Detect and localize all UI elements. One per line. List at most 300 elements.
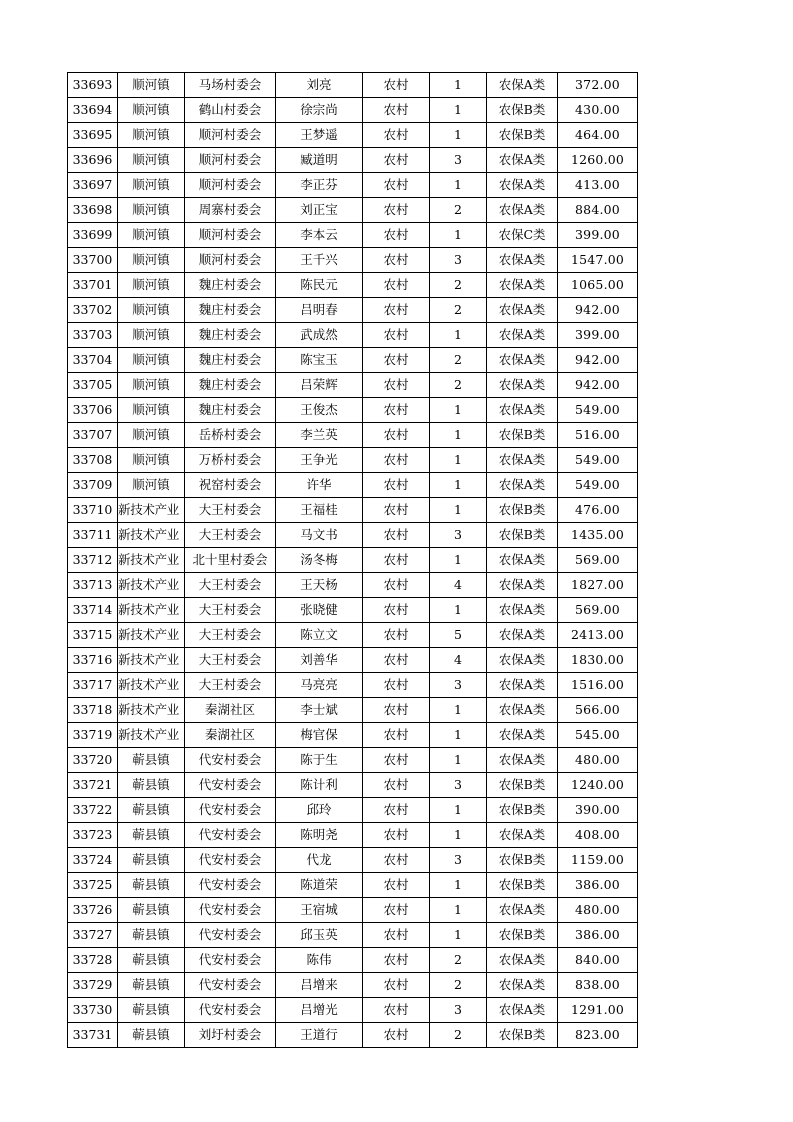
name-cell: 王宿城	[276, 898, 363, 923]
name-cell: 臧道明	[276, 148, 363, 173]
village-cell: 代安村委会	[185, 898, 276, 923]
table-row	[68, 773, 638, 798]
name-cell: 刘亮	[276, 73, 363, 98]
village-cell: 大王村委会	[185, 573, 276, 598]
town-cell: 蕲县镇	[118, 948, 185, 973]
village-cell: 大王村委会	[185, 598, 276, 623]
insurance-category-cell: 农保B类	[487, 123, 558, 148]
household-count-cell: 1	[430, 423, 487, 448]
record-id-cell: 33712	[68, 548, 118, 573]
town-cell: 蕲县镇	[118, 923, 185, 948]
name-cell: 王争光	[276, 448, 363, 473]
household-count-cell: 1	[430, 898, 487, 923]
insurance-category-cell: 农保A类	[487, 323, 558, 348]
table-row	[68, 923, 638, 948]
household-count-cell: 3	[430, 148, 487, 173]
household-count-cell: 3	[430, 773, 487, 798]
area-type-cell: 农村	[363, 848, 430, 873]
village-cell: 祝窑村委会	[185, 473, 276, 498]
household-count-cell: 4	[430, 573, 487, 598]
village-cell: 刘圩村委会	[185, 1023, 276, 1048]
insurance-category-cell: 农保B类	[487, 423, 558, 448]
village-cell: 代安村委会	[185, 948, 276, 973]
household-count-cell: 1	[430, 748, 487, 773]
amount-cell: 545.00	[558, 723, 638, 748]
town-cell: 新技术产业	[118, 498, 185, 523]
household-count-cell: 1	[430, 173, 487, 198]
area-type-cell: 农村	[363, 273, 430, 298]
record-id-cell: 33700	[68, 248, 118, 273]
town-cell: 顺河镇	[118, 373, 185, 398]
record-id-cell: 33711	[68, 523, 118, 548]
table-row	[68, 823, 638, 848]
area-type-cell: 农村	[363, 698, 430, 723]
name-cell: 王梦遥	[276, 123, 363, 148]
table-row	[68, 648, 638, 673]
village-cell: 鹤山村委会	[185, 98, 276, 123]
amount-cell: 1159.00	[558, 848, 638, 873]
village-cell: 北十里村委会	[185, 548, 276, 573]
amount-cell: 516.00	[558, 423, 638, 448]
insurance-category-cell: 农保A类	[487, 598, 558, 623]
area-type-cell: 农村	[363, 123, 430, 148]
amount-cell: 1516.00	[558, 673, 638, 698]
table-row	[68, 673, 638, 698]
subsidy-roster-table	[67, 72, 638, 1048]
insurance-category-cell: 农保A类	[487, 823, 558, 848]
household-count-cell: 3	[430, 673, 487, 698]
village-cell: 顺河村委会	[185, 248, 276, 273]
town-cell: 新技术产业	[118, 698, 185, 723]
record-id-cell: 33726	[68, 898, 118, 923]
insurance-category-cell: 农保A类	[487, 173, 558, 198]
household-count-cell: 2	[430, 948, 487, 973]
amount-cell: 399.00	[558, 323, 638, 348]
amount-cell: 480.00	[558, 898, 638, 923]
amount-cell: 1830.00	[558, 648, 638, 673]
area-type-cell: 农村	[363, 223, 430, 248]
town-cell: 新技术产业	[118, 623, 185, 648]
area-type-cell: 农村	[363, 673, 430, 698]
area-type-cell: 农村	[363, 898, 430, 923]
area-type-cell: 农村	[363, 73, 430, 98]
amount-cell: 942.00	[558, 348, 638, 373]
record-id-cell: 33722	[68, 798, 118, 823]
village-cell: 马场村委会	[185, 73, 276, 98]
village-cell: 大王村委会	[185, 623, 276, 648]
area-type-cell: 农村	[363, 423, 430, 448]
town-cell: 蕲县镇	[118, 848, 185, 873]
record-id-cell: 33728	[68, 948, 118, 973]
name-cell: 邱玉英	[276, 923, 363, 948]
amount-cell: 476.00	[558, 498, 638, 523]
household-count-cell: 2	[430, 348, 487, 373]
household-count-cell: 2	[430, 273, 487, 298]
household-count-cell: 1	[430, 123, 487, 148]
town-cell: 顺河镇	[118, 473, 185, 498]
area-type-cell: 农村	[363, 798, 430, 823]
insurance-category-cell: 农保A类	[487, 348, 558, 373]
name-cell: 吕增来	[276, 973, 363, 998]
area-type-cell: 农村	[363, 948, 430, 973]
table-row	[68, 148, 638, 173]
amount-cell: 884.00	[558, 198, 638, 223]
name-cell: 刘正宝	[276, 198, 363, 223]
table-row	[68, 873, 638, 898]
village-cell: 魏庄村委会	[185, 323, 276, 348]
village-cell: 大王村委会	[185, 648, 276, 673]
household-count-cell: 2	[430, 1023, 487, 1048]
table-row	[68, 623, 638, 648]
table-row	[68, 248, 638, 273]
table-row	[68, 698, 638, 723]
insurance-category-cell: 农保A类	[487, 698, 558, 723]
record-id-cell: 33731	[68, 1023, 118, 1048]
area-type-cell: 农村	[363, 823, 430, 848]
area-type-cell: 农村	[363, 373, 430, 398]
household-count-cell: 1	[430, 873, 487, 898]
area-type-cell: 农村	[363, 648, 430, 673]
town-cell: 顺河镇	[118, 348, 185, 373]
table-row	[68, 323, 638, 348]
insurance-category-cell: 农保A类	[487, 623, 558, 648]
village-cell: 魏庄村委会	[185, 348, 276, 373]
table-row	[68, 373, 638, 398]
table-row	[68, 598, 638, 623]
area-type-cell: 农村	[363, 348, 430, 373]
insurance-category-cell: 农保B类	[487, 98, 558, 123]
area-type-cell: 农村	[363, 98, 430, 123]
record-id-cell: 33719	[68, 723, 118, 748]
village-cell: 万桥村委会	[185, 448, 276, 473]
amount-cell: 413.00	[558, 173, 638, 198]
name-cell: 陈道荣	[276, 873, 363, 898]
record-id-cell: 33707	[68, 423, 118, 448]
household-count-cell: 1	[430, 798, 487, 823]
record-id-cell: 33729	[68, 973, 118, 998]
insurance-category-cell: 农保A类	[487, 248, 558, 273]
name-cell: 王千兴	[276, 248, 363, 273]
amount-cell: 840.00	[558, 948, 638, 973]
insurance-category-cell: 农保A类	[487, 723, 558, 748]
amount-cell: 390.00	[558, 798, 638, 823]
village-cell: 代安村委会	[185, 798, 276, 823]
table-row	[68, 173, 638, 198]
insurance-category-cell: 农保A类	[487, 148, 558, 173]
area-type-cell: 农村	[363, 773, 430, 798]
name-cell: 刘善华	[276, 648, 363, 673]
insurance-category-cell: 农保B类	[487, 523, 558, 548]
amount-cell: 1547.00	[558, 248, 638, 273]
amount-cell: 1065.00	[558, 273, 638, 298]
table-row	[68, 573, 638, 598]
insurance-category-cell: 农保A类	[487, 198, 558, 223]
record-id-cell: 33699	[68, 223, 118, 248]
insurance-category-cell: 农保A类	[487, 473, 558, 498]
village-cell: 大王村委会	[185, 673, 276, 698]
area-type-cell: 农村	[363, 1023, 430, 1048]
town-cell: 蕲县镇	[118, 973, 185, 998]
name-cell: 汤冬梅	[276, 548, 363, 573]
table-row	[68, 98, 638, 123]
record-id-cell: 33704	[68, 348, 118, 373]
town-cell: 顺河镇	[118, 448, 185, 473]
insurance-category-cell: 农保A类	[487, 373, 558, 398]
name-cell: 王天杨	[276, 573, 363, 598]
table-row	[68, 973, 638, 998]
table-row	[68, 798, 638, 823]
amount-cell: 1291.00	[558, 998, 638, 1023]
household-count-cell: 1	[430, 398, 487, 423]
roster-body	[68, 73, 638, 1048]
insurance-category-cell: 农保A类	[487, 898, 558, 923]
insurance-category-cell: 农保A类	[487, 573, 558, 598]
town-cell: 新技术产业	[118, 573, 185, 598]
town-cell: 蕲县镇	[118, 898, 185, 923]
record-id-cell: 33710	[68, 498, 118, 523]
name-cell: 张晓健	[276, 598, 363, 623]
area-type-cell: 农村	[363, 398, 430, 423]
village-cell: 岳桥村委会	[185, 423, 276, 448]
table-row	[68, 448, 638, 473]
village-cell: 代安村委会	[185, 973, 276, 998]
town-cell: 蕲县镇	[118, 823, 185, 848]
town-cell: 蕲县镇	[118, 748, 185, 773]
household-count-cell: 3	[430, 998, 487, 1023]
table-row	[68, 398, 638, 423]
insurance-category-cell: 农保C类	[487, 223, 558, 248]
table-row	[68, 548, 638, 573]
area-type-cell: 农村	[363, 248, 430, 273]
village-cell: 代安村委会	[185, 998, 276, 1023]
insurance-category-cell: 农保A类	[487, 73, 558, 98]
table-row	[68, 523, 638, 548]
village-cell: 代安村委会	[185, 773, 276, 798]
area-type-cell: 农村	[363, 998, 430, 1023]
name-cell: 吕增光	[276, 998, 363, 1023]
amount-cell: 823.00	[558, 1023, 638, 1048]
village-cell: 顺河村委会	[185, 123, 276, 148]
record-id-cell: 33709	[68, 473, 118, 498]
area-type-cell: 农村	[363, 298, 430, 323]
household-count-cell: 1	[430, 598, 487, 623]
insurance-category-cell: 农保B类	[487, 923, 558, 948]
town-cell: 顺河镇	[118, 198, 185, 223]
town-cell: 顺河镇	[118, 148, 185, 173]
household-count-cell: 1	[430, 548, 487, 573]
record-id-cell: 33698	[68, 198, 118, 223]
amount-cell: 1240.00	[558, 773, 638, 798]
area-type-cell: 农村	[363, 523, 430, 548]
record-id-cell: 33702	[68, 298, 118, 323]
name-cell: 陈立文	[276, 623, 363, 648]
insurance-category-cell: 农保A类	[487, 273, 558, 298]
town-cell: 顺河镇	[118, 123, 185, 148]
name-cell: 陈民元	[276, 273, 363, 298]
household-count-cell: 3	[430, 523, 487, 548]
village-cell: 魏庄村委会	[185, 398, 276, 423]
name-cell: 陈计利	[276, 773, 363, 798]
insurance-category-cell: 农保B类	[487, 798, 558, 823]
name-cell: 陈于生	[276, 748, 363, 773]
village-cell: 顺河村委会	[185, 148, 276, 173]
village-cell: 代安村委会	[185, 923, 276, 948]
insurance-category-cell: 农保A类	[487, 973, 558, 998]
name-cell: 陈明尧	[276, 823, 363, 848]
amount-cell: 942.00	[558, 373, 638, 398]
name-cell: 李士斌	[276, 698, 363, 723]
insurance-category-cell: 农保A类	[487, 398, 558, 423]
table-row	[68, 723, 638, 748]
amount-cell: 549.00	[558, 448, 638, 473]
town-cell: 新技术产业	[118, 598, 185, 623]
insurance-category-cell: 农保A类	[487, 298, 558, 323]
town-cell: 顺河镇	[118, 323, 185, 348]
amount-cell: 942.00	[558, 298, 638, 323]
household-count-cell: 3	[430, 248, 487, 273]
insurance-category-cell: 农保B类	[487, 848, 558, 873]
name-cell: 王福桂	[276, 498, 363, 523]
town-cell: 顺河镇	[118, 248, 185, 273]
table-row	[68, 898, 638, 923]
record-id-cell: 33730	[68, 998, 118, 1023]
household-count-cell: 1	[430, 323, 487, 348]
insurance-category-cell: 农保B类	[487, 773, 558, 798]
insurance-category-cell: 农保A类	[487, 448, 558, 473]
record-id-cell: 33721	[68, 773, 118, 798]
village-cell: 秦湖社区	[185, 698, 276, 723]
amount-cell: 569.00	[558, 548, 638, 573]
town-cell: 新技术产业	[118, 673, 185, 698]
record-id-cell: 33716	[68, 648, 118, 673]
village-cell: 顺河村委会	[185, 173, 276, 198]
name-cell: 吕明春	[276, 298, 363, 323]
name-cell: 陈宝玉	[276, 348, 363, 373]
town-cell: 蕲县镇	[118, 1023, 185, 1048]
name-cell: 许华	[276, 473, 363, 498]
table-row	[68, 73, 638, 98]
record-id-cell: 33706	[68, 398, 118, 423]
area-type-cell: 农村	[363, 173, 430, 198]
name-cell: 代龙	[276, 848, 363, 873]
village-cell: 大王村委会	[185, 523, 276, 548]
name-cell: 马文书	[276, 523, 363, 548]
table-row	[68, 748, 638, 773]
town-cell: 蕲县镇	[118, 998, 185, 1023]
table-row	[68, 348, 638, 373]
household-count-cell: 1	[430, 73, 487, 98]
town-cell: 蕲县镇	[118, 873, 185, 898]
amount-cell: 464.00	[558, 123, 638, 148]
record-id-cell: 33695	[68, 123, 118, 148]
amount-cell: 399.00	[558, 223, 638, 248]
area-type-cell: 农村	[363, 498, 430, 523]
area-type-cell: 农村	[363, 448, 430, 473]
name-cell: 李正芬	[276, 173, 363, 198]
insurance-category-cell: 农保B类	[487, 498, 558, 523]
village-cell: 顺河村委会	[185, 223, 276, 248]
town-cell: 顺河镇	[118, 398, 185, 423]
town-cell: 顺河镇	[118, 223, 185, 248]
area-type-cell: 农村	[363, 473, 430, 498]
town-cell: 新技术产业	[118, 648, 185, 673]
record-id-cell: 33723	[68, 823, 118, 848]
town-cell: 顺河镇	[118, 173, 185, 198]
household-count-cell: 3	[430, 848, 487, 873]
amount-cell: 2413.00	[558, 623, 638, 648]
insurance-category-cell: 农保B类	[487, 873, 558, 898]
table-row	[68, 948, 638, 973]
household-count-cell: 5	[430, 623, 487, 648]
town-cell: 新技术产业	[118, 523, 185, 548]
town-cell: 顺河镇	[118, 298, 185, 323]
town-cell: 蕲县镇	[118, 773, 185, 798]
household-count-cell: 1	[430, 223, 487, 248]
village-cell: 代安村委会	[185, 748, 276, 773]
name-cell: 李兰英	[276, 423, 363, 448]
table-row	[68, 1023, 638, 1048]
area-type-cell: 农村	[363, 148, 430, 173]
village-cell: 魏庄村委会	[185, 373, 276, 398]
amount-cell: 549.00	[558, 398, 638, 423]
village-cell: 魏庄村委会	[185, 298, 276, 323]
table-row	[68, 223, 638, 248]
table-row	[68, 298, 638, 323]
record-id-cell: 33725	[68, 873, 118, 898]
amount-cell: 408.00	[558, 823, 638, 848]
amount-cell: 480.00	[558, 748, 638, 773]
village-cell: 周寨村委会	[185, 198, 276, 223]
record-id-cell: 33693	[68, 73, 118, 98]
amount-cell: 372.00	[558, 73, 638, 98]
record-id-cell: 33703	[68, 323, 118, 348]
record-id-cell: 33713	[68, 573, 118, 598]
record-id-cell: 33724	[68, 848, 118, 873]
household-count-cell: 1	[430, 448, 487, 473]
area-type-cell: 农村	[363, 548, 430, 573]
area-type-cell: 农村	[363, 323, 430, 348]
amount-cell: 430.00	[558, 98, 638, 123]
household-count-cell: 1	[430, 823, 487, 848]
amount-cell: 566.00	[558, 698, 638, 723]
area-type-cell: 农村	[363, 748, 430, 773]
table-row	[68, 423, 638, 448]
record-id-cell: 33708	[68, 448, 118, 473]
amount-cell: 1260.00	[558, 148, 638, 173]
insurance-category-cell: 农保A类	[487, 748, 558, 773]
insurance-category-cell: 农保A类	[487, 648, 558, 673]
name-cell: 王俊杰	[276, 398, 363, 423]
amount-cell: 386.00	[558, 923, 638, 948]
village-cell: 代安村委会	[185, 823, 276, 848]
name-cell: 徐宗尚	[276, 98, 363, 123]
record-id-cell: 33701	[68, 273, 118, 298]
record-id-cell: 33720	[68, 748, 118, 773]
household-count-cell: 1	[430, 698, 487, 723]
insurance-category-cell: 农保A类	[487, 998, 558, 1023]
household-count-cell: 1	[430, 723, 487, 748]
record-id-cell: 33697	[68, 173, 118, 198]
insurance-category-cell: 农保A类	[487, 548, 558, 573]
name-cell: 梅官保	[276, 723, 363, 748]
table-row	[68, 848, 638, 873]
area-type-cell: 农村	[363, 623, 430, 648]
insurance-category-cell: 农保B类	[487, 1023, 558, 1048]
household-count-cell: 1	[430, 923, 487, 948]
record-id-cell: 33727	[68, 923, 118, 948]
name-cell: 马亮亮	[276, 673, 363, 698]
name-cell: 武成然	[276, 323, 363, 348]
